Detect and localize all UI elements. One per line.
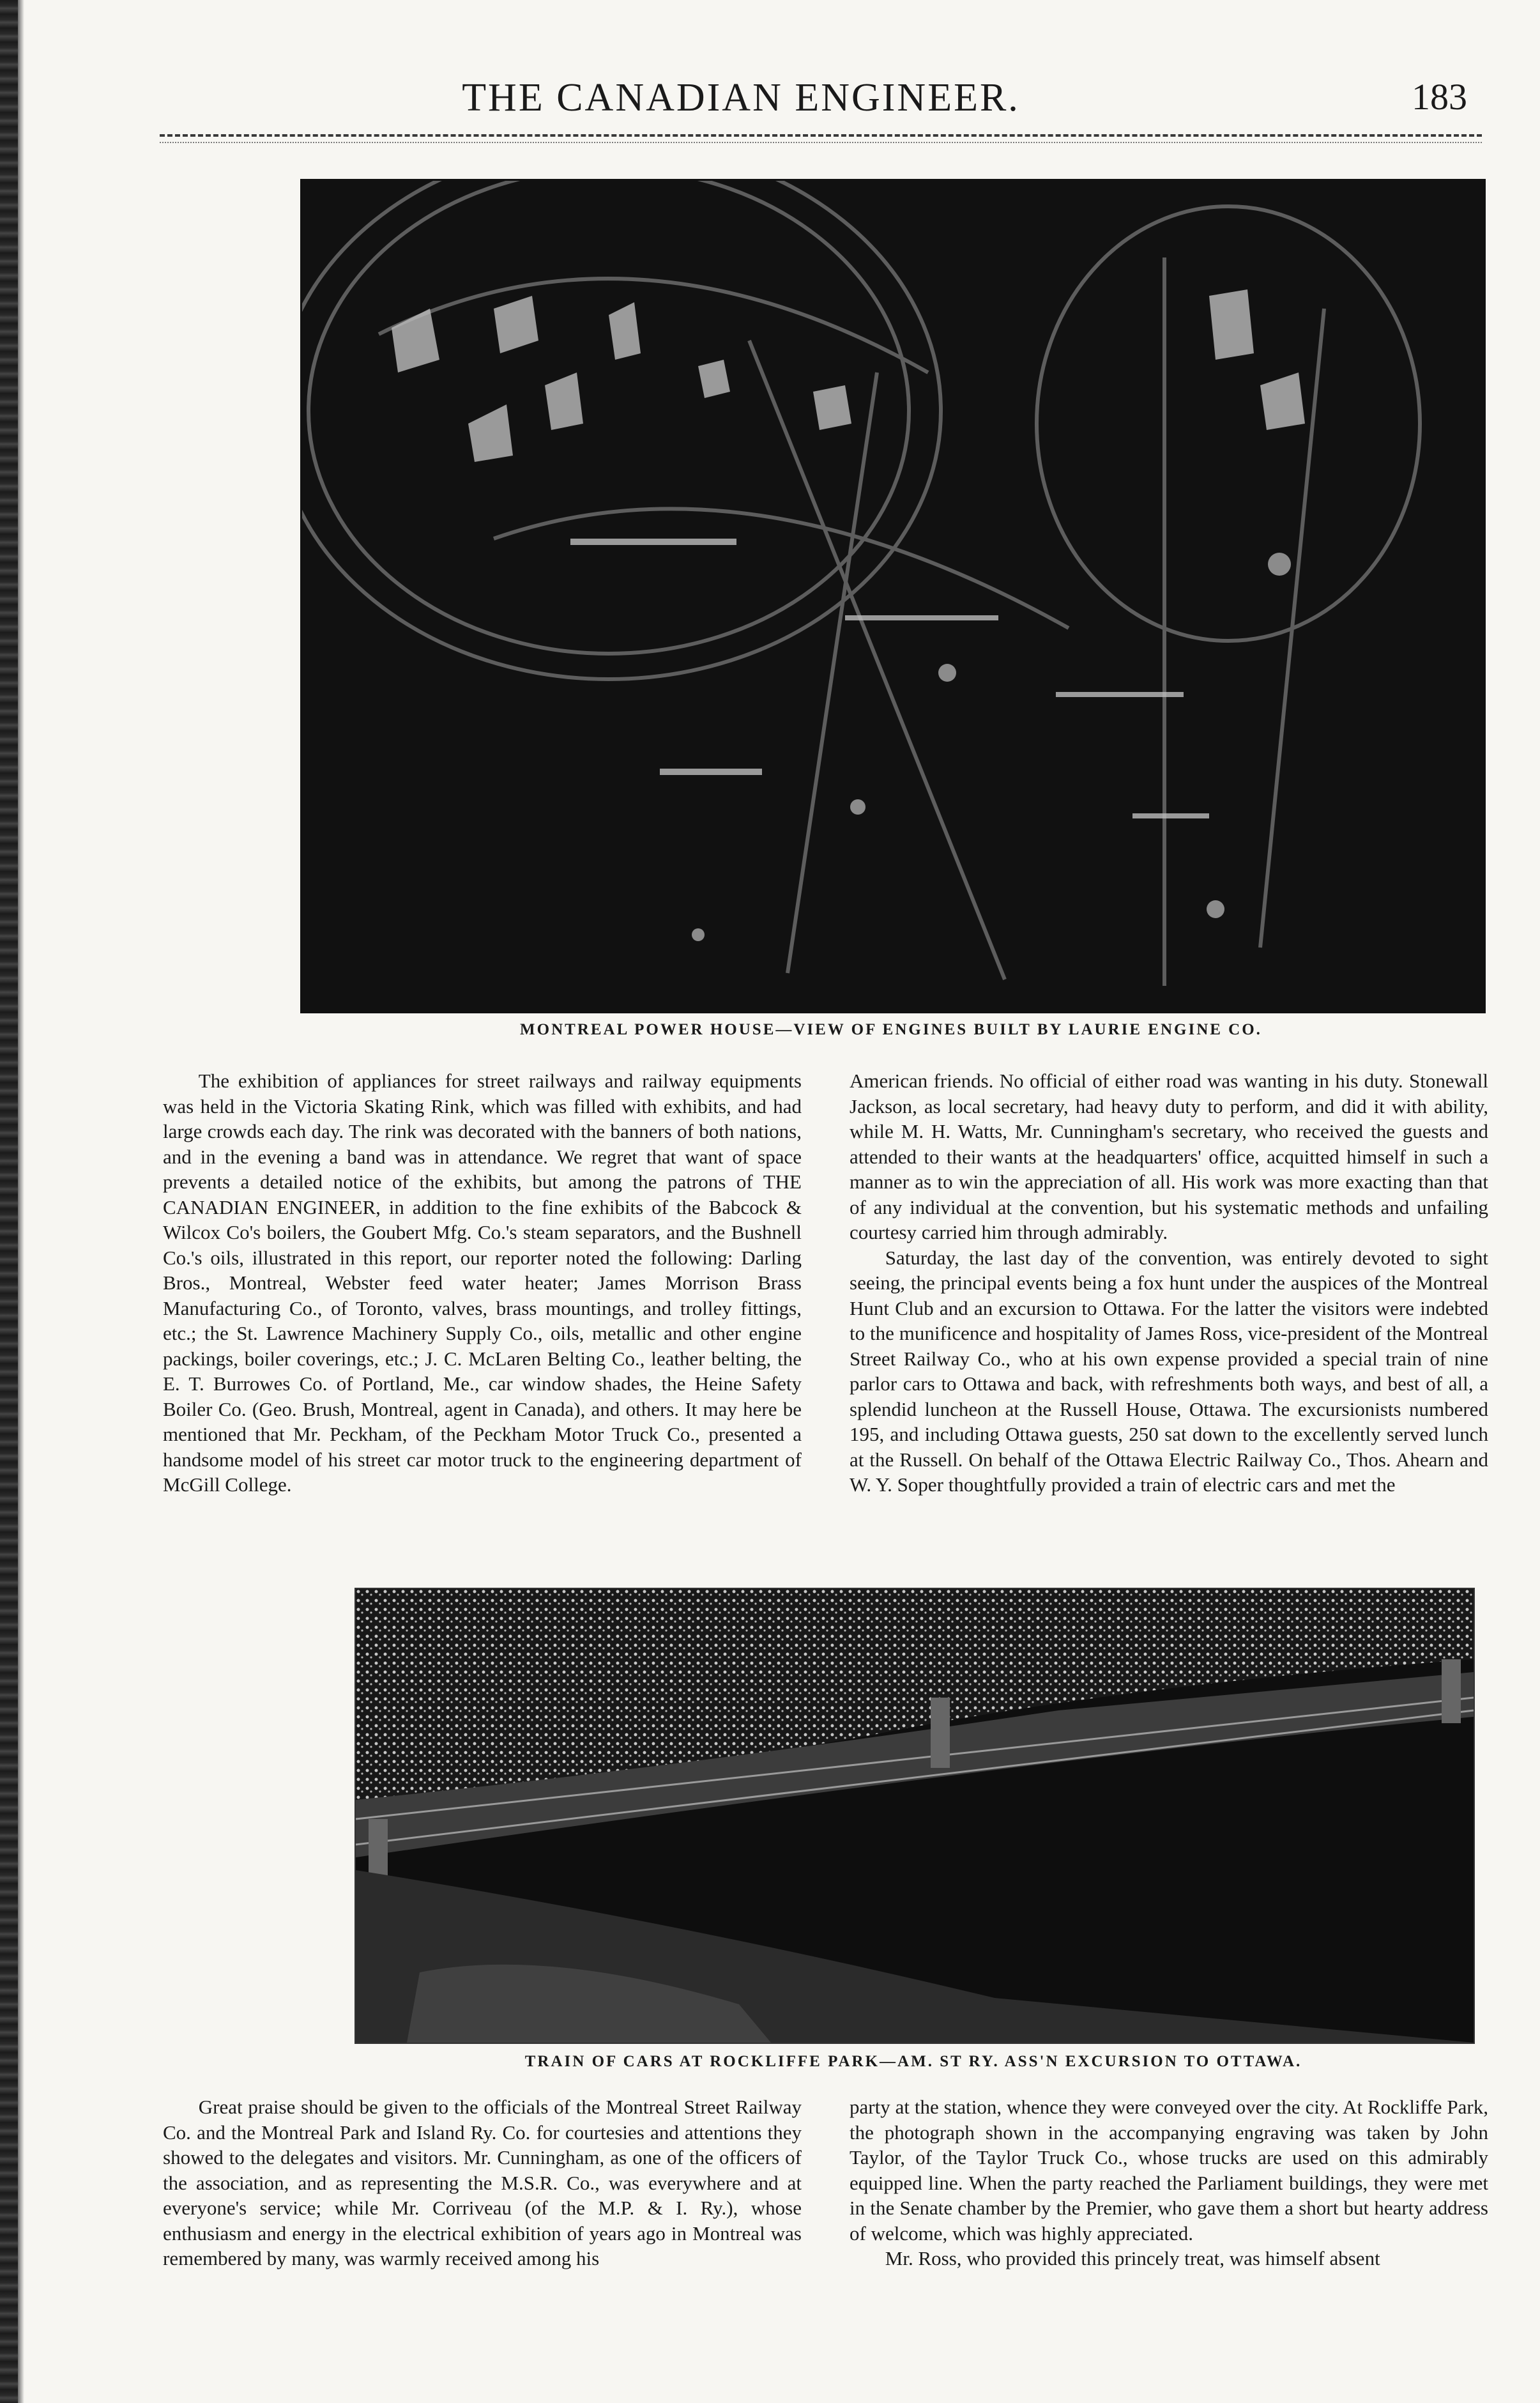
- engines-photo: [300, 179, 1486, 1013]
- running-title: THE CANADIAN ENGINEER.: [462, 76, 1020, 119]
- text-column-upper-left: [163, 1068, 802, 1498]
- page-number: 183: [1412, 76, 1467, 118]
- paragraph: Saturday, the last day of the convention, was entirely devoted to sight seeing, the principal events being a fox hunt under the auspices of the Montreal Hunt Club and an excursion to Ottawa. For the latter the visitors were indebted to the munificence and hospitality of James Ross, vice-president of the Montreal Street Railway Co., who at his own expense provided a special train of nine parlor cars to Ottawa and back, with refreshments both ways, and best of all, a splendid luncheon at the Russell House, Ottawa. The excursionists numbered 195, and including Ottawa guests, 250 sat down to the excellently served lunch at the Russell. On behalf of the Ottawa Electric Railway Co., Thos. Ahearn and W. Y. Soper thoughtfully provided a train of electric cars and met the: [850, 1246, 1488, 1496]
- paragraph: The exhibition of appliances for street railways and railway equipments was held in the Victoria Skating Rink, which was filled with exhibits, and had large crowds each day. The rink was decorated with the banners of both nations, and in the evening a band was in attendance. We regret that want of space prevents a detailed notice of the exhibits, but among the patrons of THE CANADIAN ENGINEER, in addition to the fine exhibits of the Babcock & Wilcox Co's boilers, the Goubert Mfg. Co.'s steam separators, and the Bushnell Co.'s oils, illustrated in this report, our reporter noted the following: Darling Bros., Montreal, Webster feed water heater; James Morrison Brass Manufacturing Co., of Toronto, valves, brass mountings, and trolley fittings, etc.; the St. Lawrence Machinery Supply Co., oils, metallic and other engine packings, boiler coverings, etc.; J. C. McLaren Belting Co., leather belting, the E. T. Burrowes Co. of Portland, Me., car window shades, the Heine Safety Boiler Co. (Geo. Brush, Montreal, agent in Canada), and others. It may here be mentioned that Mr. Peckham, of the Peckham Motor Truck Co., presented a handsome model of his street car motor truck to the engineering department of McGill College.: [163, 1070, 802, 1496]
- figure-caption: TRAIN OF CARS AT ROCKLIFFE PARK—AM. ST RY. ASS'N EXCURSION TO OTTAWA.: [524, 2053, 1302, 2070]
- figure-caption: MONTREAL POWER HOUSE—VIEW OF ENGINES BUILT BY LAURIE ENGINE CO.: [520, 1021, 1262, 1038]
- train-photo-graphic: [356, 1589, 1474, 2043]
- text-column-lower-left: [163, 2094, 802, 2271]
- paragraph: American friends. No official of either road was wanting in his duty. Stonewall Jackson, as local secretary, had heavy duty to perform, and did it with ability, while M. H. Watts, Mr. Cunningham's secretary, who received the guests and attended to their wants at the headquarters' office, acquitted himself in such a manner as to win the appreciation of all. His work was more exacting than that of any individual at the convention, but his systematic methods and unfailing courtesy carried him through admirably.: [850, 1070, 1488, 1243]
- text-column-upper-right: [850, 1068, 1488, 1498]
- paragraph: party at the station, whence they were conveyed over the city. At Rockliffe Park, the photograph shown in the accompanying engraving was taken by John Taylor, of the Taylor Truck Co., whose trucks are used on this admirably equipped line. When the party reached the Parliament buildings, they were met in the Senate chamber by the Premier, who gave them a short but hearty address of welcome, which was highly appreciated.: [850, 2096, 1488, 2245]
- train-photo: [355, 1588, 1475, 2044]
- text-column-lower-right: [850, 2094, 1488, 2271]
- binding-edge: [0, 0, 18, 2403]
- engines-photo-graphic: [302, 181, 1484, 1011]
- paragraph: Great praise should be given to the officials of the Montreal Street Railway Co. and the Montreal Park and Island Ry. Co. for courtesies and attentions they showed to the delegates and visitors. Mr. Cunningham, as one of the officers of the association, and as representing the M.S.R. Co., was everywhere and at everyone's service; while Mr. Corriveau (of the M.P. & I. Ry.), whose enthusiasm and energy in the electrical exhibition of years ago in Montreal was remembered by many, was warmly received among his: [163, 2096, 802, 2269]
- header-rule: [160, 134, 1482, 137]
- binding-shadow: [18, 0, 24, 2403]
- paragraph: Mr. Ross, who provided this princely treat, was himself absent: [885, 2247, 1380, 2269]
- header-rule-secondary: [160, 142, 1482, 143]
